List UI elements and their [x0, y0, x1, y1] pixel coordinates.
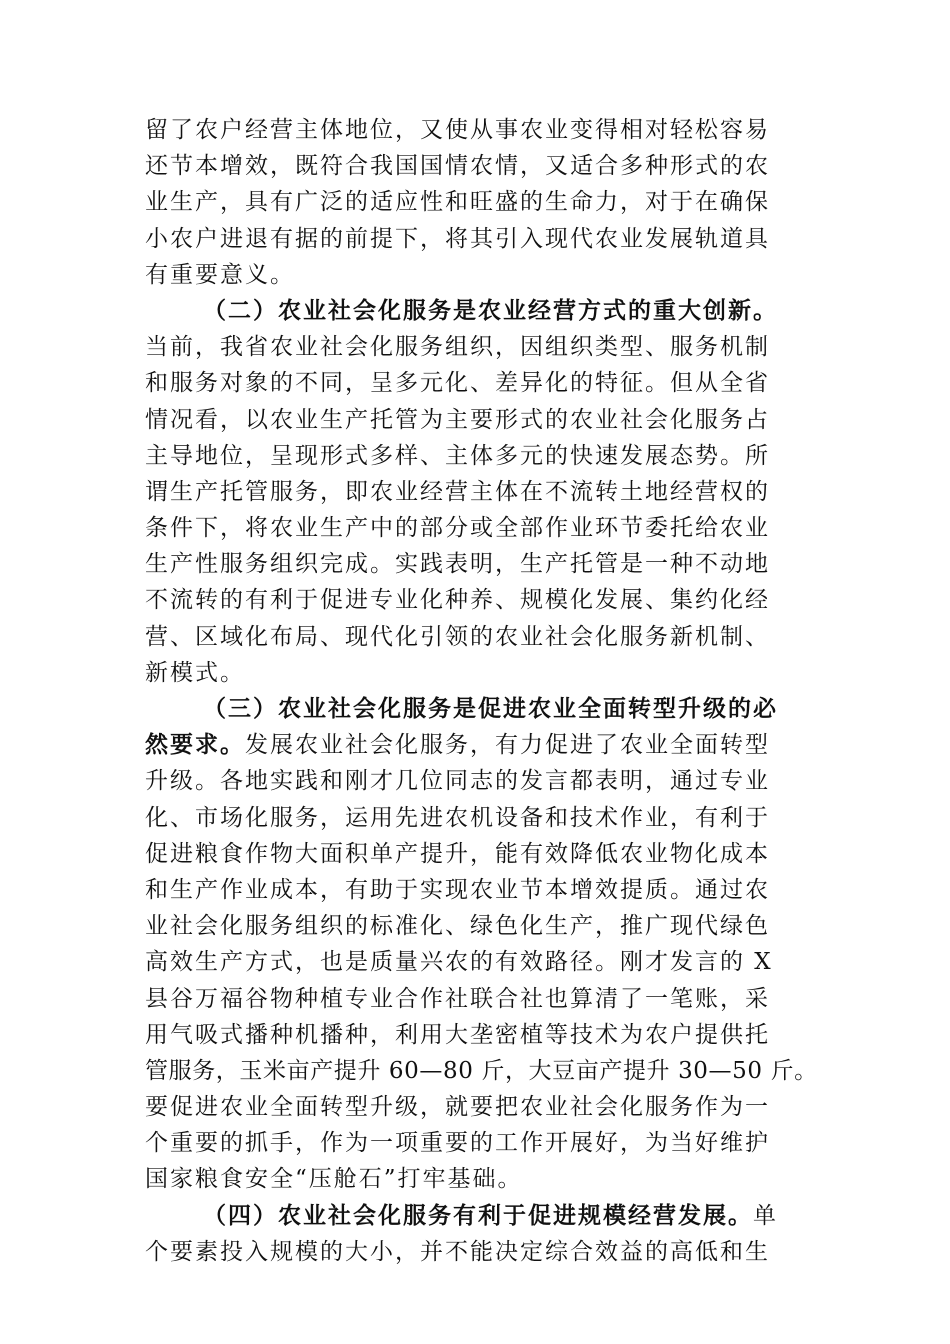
paragraph-line: 高效生产方式，也是质量兴农的有效路径。刚才发言的 X [145, 949, 773, 976]
paragraph-line: 管服务，玉米亩产提升 60—80 斤，大豆亩产提升 30—50 斤。 [145, 1057, 818, 1084]
paragraph-line: 当前，我省农业社会化服务组织，因组织类型、服务机制 [145, 334, 770, 361]
paragraph-line: 个要素投入规模的大小，并不能决定综合效益的高低和生 [145, 1238, 770, 1265]
paragraph-line: 升级。各地实践和刚才几位同志的发言都表明，通过专业 [145, 768, 770, 795]
paragraph-line: 条件下，将农业生产中的部分或全部作业环节委托给农业 [145, 515, 770, 542]
section-heading-2: （二）农业社会化服务是农业经营方式的重大创新。 [203, 296, 778, 324]
document-body [145, 112, 820, 1270]
section-heading-3: （三）农业社会化服务是促进农业全面转型升级的必 [203, 695, 778, 722]
section-heading-4: （四）农业社会化服务有利于促进规模经营发展。单 [203, 1201, 778, 1229]
paragraph-line: 谓生产托管服务，即农业经营主体在不流转土地经营权的 [145, 478, 770, 505]
paragraph-line: 促进粮食作物大面积单产提升，能有效降低农业物化成本 [145, 840, 770, 867]
paragraph-line: 生产性服务组织完成。实践表明，生产托管是一种不动地 [145, 551, 770, 578]
paragraph-line: 营、区域化布局、现代化引领的农业社会化服务新机制、 [145, 623, 770, 650]
paragraph-line: 不流转的有利于促进专业化种养、规模化发展、集约化经 [145, 587, 770, 614]
paragraph-line: 有重要意义。 [145, 261, 295, 288]
paragraph-line: 小农户进退有据的前提下，将其引入现代农业发展轨道具 [145, 225, 770, 252]
paragraph-line: 和生产作业成本，有助于实现农业节本增效提质。通过农 [145, 876, 770, 903]
paragraph-line: 业社会化服务组织的标准化、绿色化生产，推广现代绿色 [145, 913, 770, 940]
paragraph-line: 化、市场化服务，运用先进农机设备和技术作业，有利于 [145, 804, 770, 831]
paragraph-line: 业生产，具有广泛的适应性和旺盛的生命力，对于在确保 [145, 189, 770, 216]
paragraph-line: 要促进农业全面转型升级，就要把农业社会化服务作为一 [145, 1094, 770, 1121]
paragraph-line: 县谷万福谷物种植专业合作社联合社也算清了一笔账，采 [145, 985, 770, 1012]
paragraph-line: 个重要的抓手，作为一项重要的工作开展好，为当好维护 [145, 1130, 770, 1157]
paragraph-line: 新模式。 [145, 659, 245, 686]
paragraph-line: 情况看，以农业生产托管为主要形式的农业社会化服务占 [145, 406, 770, 433]
paragraph-line: 用气吸式播种机播种，利用大垄密植等技术为农户提供托 [145, 1021, 770, 1048]
paragraph-line: 国家粮食安全“压舱石”打牢基础。 [145, 1166, 523, 1193]
paragraph-line: 留了农户经营主体地位，又使从事农业变得相对轻松容易 [145, 117, 770, 143]
paragraph-line: 还节本增效，既符合我国国情农情，又适合多种形式的农 [145, 153, 770, 180]
paragraph-line: 和服务对象的不同，呈多元化、差异化的特征。但从全省 [145, 370, 770, 397]
paragraph-line: 主导地位，呈现形式多样、主体多元的快速发展态势。所 [145, 442, 770, 469]
section-heading-3-continued: 然要求。发展农业社会化服务，有力促进了农业全面转型 [145, 731, 770, 759]
